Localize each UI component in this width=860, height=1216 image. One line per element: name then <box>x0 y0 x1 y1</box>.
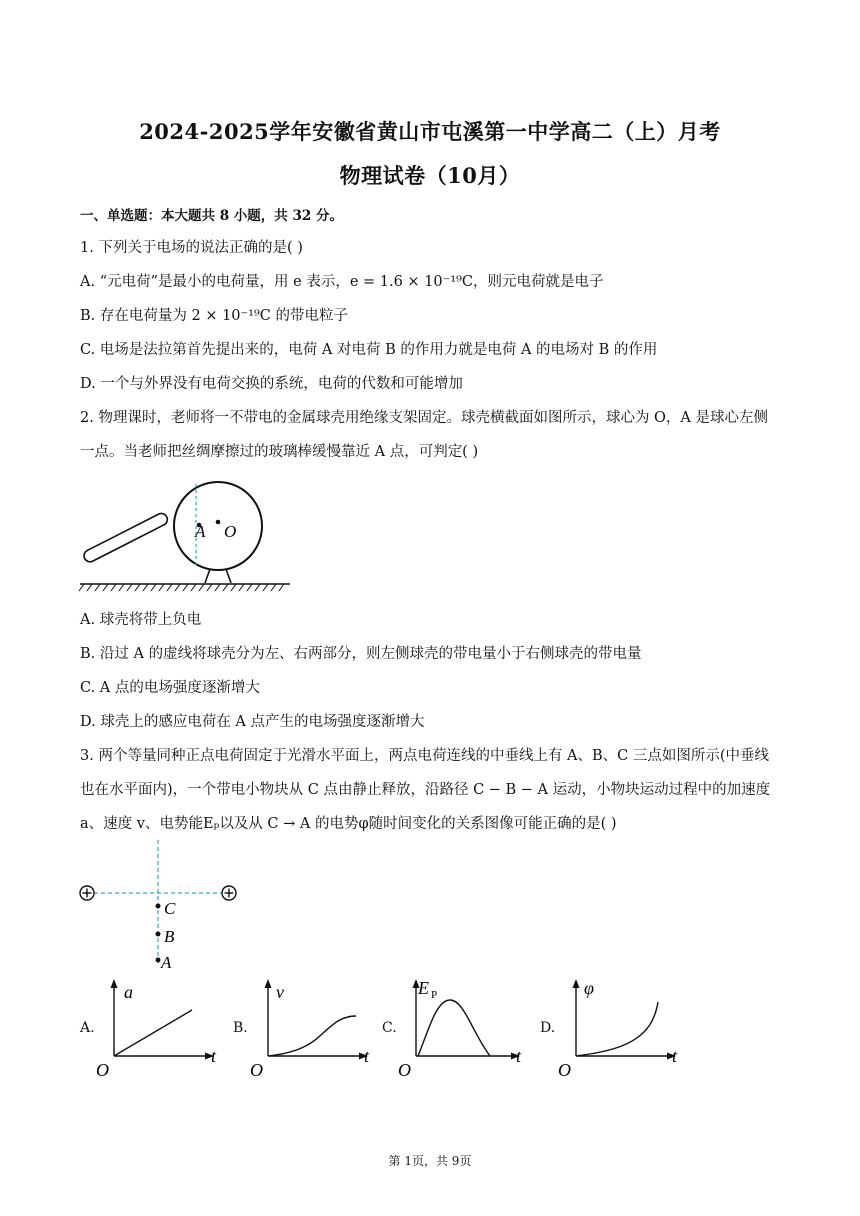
q1-option-a: A. “元电荷”是最小的电荷量，用 e 表示，e = 1.6 × 10⁻¹⁹C，则元电荷就是电子 <box>80 274 604 290</box>
q3-option-d-label: D. <box>540 1020 556 1036</box>
graph-d-origin: O <box>558 1060 571 1080</box>
page-footer: 第 1页，共 9页 <box>388 1154 472 1168</box>
q2-option-d: D. 球壳上的感应电荷在 A 点产生的电场强度逐渐增大 <box>80 714 425 730</box>
q1-option-c: C. 电场是法拉第首先提出来的，电荷 A 对电荷 B 的作用力就是电荷 A 的电场对 B 的作用 <box>80 342 658 358</box>
graph-c-y-label: E <box>418 978 429 998</box>
q2-label-o: O <box>224 522 237 541</box>
q3-stem-line3: a、速度 v、电势能Eₚ以及从 C → A 的电势φ随时间变化的关系图像可能正确的是( ) <box>80 816 617 832</box>
graph-c-x-label: t <box>516 1046 522 1066</box>
q3-stem-line1: 3. 两个等量同种正点电荷固定于光滑水平面上，两点电荷连线的中垂线上有 A、B、C 三点如图所示(中垂线 <box>80 748 770 764</box>
section-heading: 一、单选题：本大题共 8 小题，共 32 分。 <box>80 208 343 224</box>
q2-figure <box>78 478 298 594</box>
q1-option-b: B. 存在电荷量为 2 × 10⁻¹⁹C 的带电粒子 <box>80 308 349 324</box>
q3-stem-line2: 也在水平面内)，一个带电小物块从 C 点由静止释放，沿路径 C − B − A 运动，小物块运动过程中的加速度 <box>80 782 771 798</box>
graph-a-y-label: a <box>124 982 133 1002</box>
graph-a-origin: O <box>96 1060 109 1080</box>
q3-graph-b <box>250 976 384 1080</box>
exam-title-line1: 2024-2025学年安徽省黄山市屯溪第一中学高二（上）月考 <box>139 119 721 144</box>
q3-graph-a <box>94 976 228 1080</box>
graph-c-origin: O <box>398 1060 411 1080</box>
q2-option-a: A. 球壳将带上负电 <box>80 612 202 628</box>
q3-graph-c <box>398 972 532 1080</box>
q2-option-c: C. A 点的电场强度逐渐增大 <box>80 680 260 696</box>
q3-option-b-label: B. <box>233 1020 248 1036</box>
graph-a-x-label: t <box>211 1046 217 1066</box>
positive-charge-right-icon <box>222 886 236 900</box>
q3-label-c: C <box>164 899 176 918</box>
graph-d-y-label: φ <box>584 978 594 998</box>
q3-charge-figure <box>76 836 246 972</box>
q3-label-a: A <box>161 953 172 972</box>
q2-stem-line1: 2. 物理课时，老师将一不带电的金属球壳用绝缘支架固定。球壳横截面如图所示，球心为 O，A 是球心左侧 <box>80 410 769 426</box>
q3-option-c-label: C. <box>382 1020 397 1036</box>
q1-stem: 1. 下列关于电场的说法正确的是( ) <box>80 240 303 256</box>
graph-c-y-label-sub: P <box>431 989 438 1001</box>
q3-label-b: B <box>164 927 175 946</box>
q3-option-a-label: A. <box>80 1020 95 1036</box>
q2-label-a: A <box>195 522 206 541</box>
q2-stem-line2: 一点。当老师把丝绸摩擦过的玻璃棒缓慢靠近 A 点，可判定( ) <box>80 444 479 460</box>
graph-d-x-label: t <box>672 1046 678 1066</box>
exam-title-line2: 物理试卷（10月） <box>339 163 521 188</box>
positive-charge-left-icon <box>80 886 94 900</box>
q2-option-b: B. 沿过 A 的虚线将球壳分为左、右两部分，则左侧球壳的带电量小于右侧球壳的带电量 <box>80 646 642 662</box>
q3-graph-d <box>558 976 692 1080</box>
graph-b-origin: O <box>250 1060 263 1080</box>
q1-option-d: D. 一个与外界没有电荷交换的系统，电荷的代数和可能增加 <box>80 376 463 392</box>
graph-b-y-label: v <box>276 982 284 1002</box>
graph-b-x-label: t <box>364 1046 370 1066</box>
